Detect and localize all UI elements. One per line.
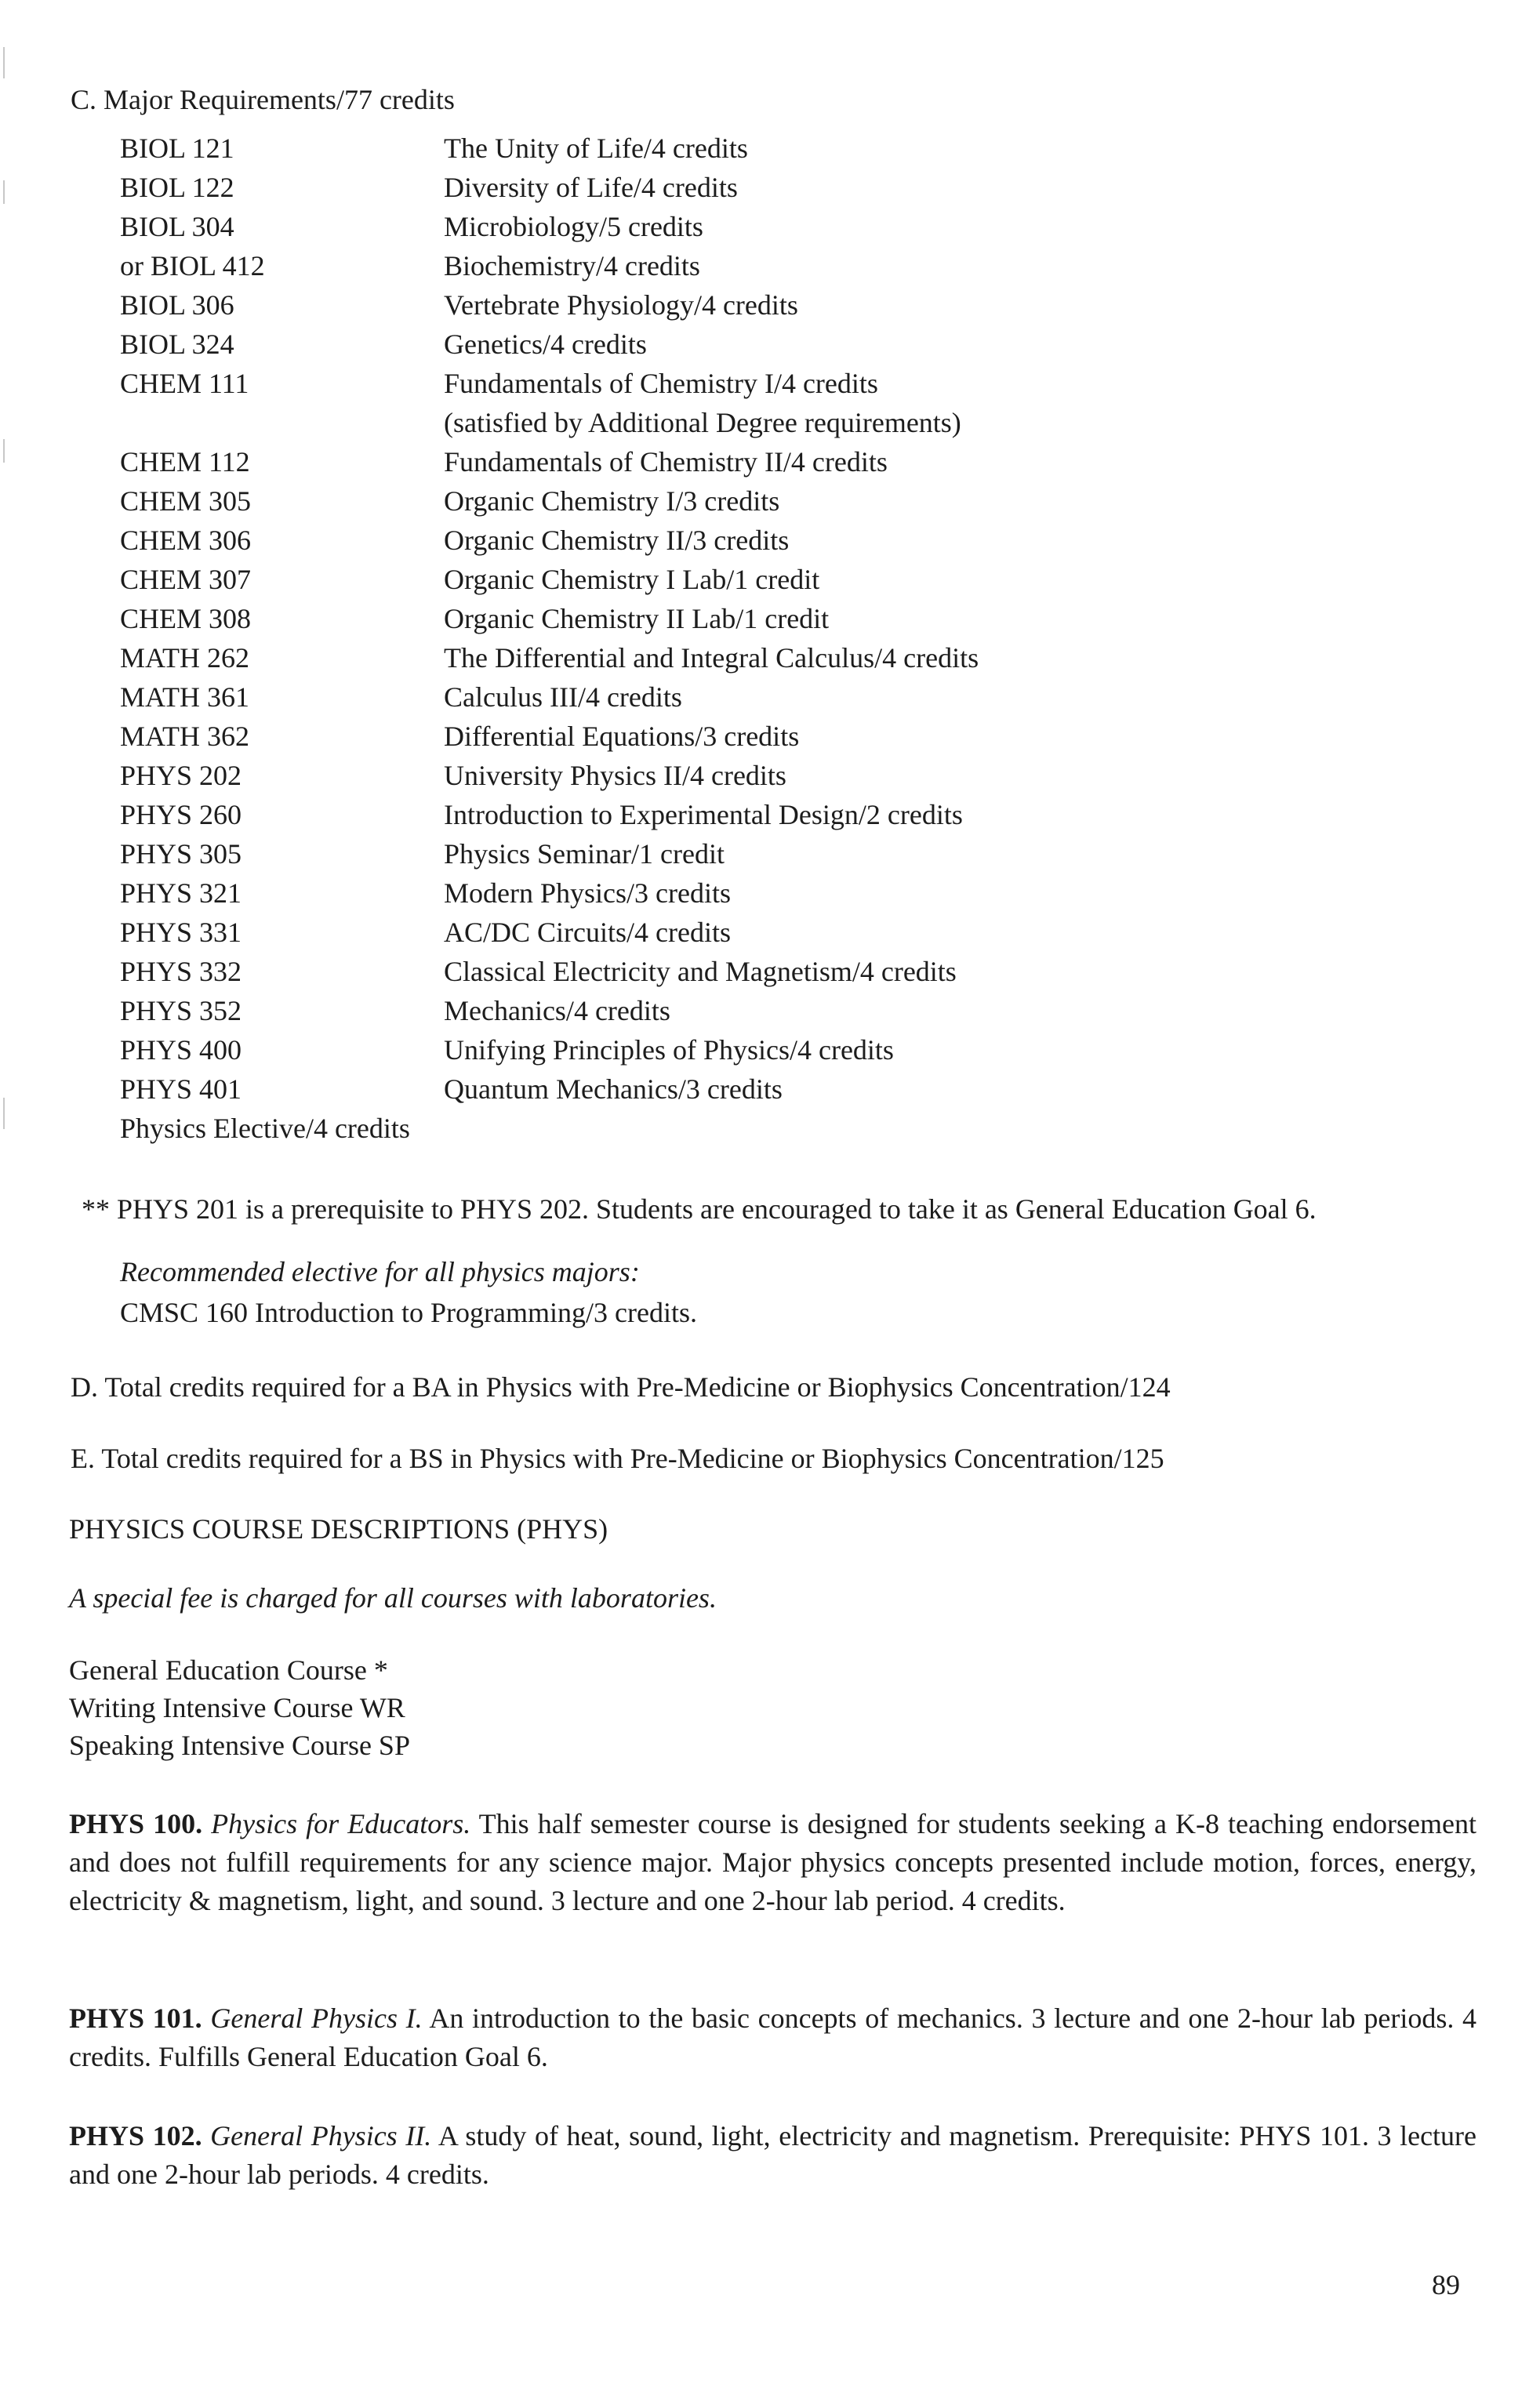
course-code: BIOL 324 xyxy=(120,329,234,360)
scan-edge-mark xyxy=(3,439,5,463)
legend-item: Writing Intensive Course WR xyxy=(69,1692,405,1723)
course-code: PHYS 352 xyxy=(120,995,242,1026)
course-title: The Unity of Life/4 credits xyxy=(444,133,748,164)
course-description-phys101 xyxy=(69,1999,1476,2076)
course-code: MATH 262 xyxy=(120,642,250,674)
course-title: Organic Chemistry I Lab/1 credit xyxy=(444,564,820,595)
fee-note: A special fee is charged for all courses with laboratories. xyxy=(69,1582,717,1614)
course-code: CHEM 307 xyxy=(120,564,252,595)
course-title: AC/DC Circuits/4 credits xyxy=(444,917,731,948)
scan-edge-mark xyxy=(3,47,5,78)
course-title: (satisfied by Additional Degree requirements) xyxy=(444,407,961,438)
course-code: PHYS 260 xyxy=(120,799,242,830)
course-code: CHEM 112 xyxy=(120,446,250,477)
course-code: PHYS 202 xyxy=(120,760,242,791)
course-code: CHEM 305 xyxy=(120,485,252,517)
course-title: Genetics/4 credits xyxy=(444,329,647,360)
course-code: PHYS 102. xyxy=(69,2120,202,2151)
course-code: BIOL 306 xyxy=(120,289,234,321)
course-title: Diversity of Life/4 credits xyxy=(444,172,738,203)
course-title: Microbiology/5 credits xyxy=(444,211,703,242)
course-code: BIOL 304 xyxy=(120,211,234,242)
course-code: BIOL 121 xyxy=(120,133,234,164)
scan-edge-mark xyxy=(3,1098,5,1129)
course-title: The Differential and Integral Calculus/4 credits xyxy=(444,642,979,674)
section-c-heading: C. Major Requirements/77 credits xyxy=(71,84,455,115)
course-title: Mechanics/4 credits xyxy=(444,995,670,1026)
course-code: PHYS 101. xyxy=(69,2003,202,2034)
legend-item: General Education Course * xyxy=(69,1654,388,1686)
course-code: CHEM 308 xyxy=(120,603,252,634)
physics-elective: Physics Elective/4 credits xyxy=(120,1113,410,1144)
recommended-label: Recommended elective for all physics majors: xyxy=(120,1256,640,1287)
course-code: or BIOL 412 xyxy=(120,250,265,281)
course-title: Organic Chemistry I/3 credits xyxy=(444,485,780,517)
course-title: Organic Chemistry II Lab/1 credit xyxy=(444,603,830,634)
course-code: PHYS 331 xyxy=(120,917,242,948)
course-title: University Physics II/4 credits xyxy=(444,760,786,791)
prerequisite-note: ** PHYS 201 is a prerequisite to PHYS 202. Students are encouraged to take it as General Education Goal 6. xyxy=(82,1193,1317,1225)
course-title: Differential Equations/3 credits xyxy=(444,721,800,752)
section-d-total: D. Total credits required for a BA in Physics with Pre-Medicine or Biophysics Concentration/124 xyxy=(71,1371,1171,1403)
course-title: Classical Electricity and Magnetism/4 credits xyxy=(444,956,957,987)
course-title: General Physics II. xyxy=(210,2120,432,2151)
course-title: General Physics I. xyxy=(210,2003,423,2034)
course-code: MATH 361 xyxy=(120,681,250,713)
course-code: PHYS 332 xyxy=(120,956,242,987)
course-code: BIOL 122 xyxy=(120,172,234,203)
course-title: Introduction to Experimental Design/2 credits xyxy=(444,799,963,830)
course-title: Vertebrate Physiology/4 credits xyxy=(444,289,798,321)
course-title: Unifying Principles of Physics/4 credits xyxy=(444,1034,894,1066)
course-code: PHYS 321 xyxy=(120,877,242,909)
course-text: A study of heat, sound, light, electricity and magnetism. Prerequisite: PHYS 101. 3 lecture and one 2-hour lab periods. 4 credits. xyxy=(69,2120,1477,2190)
course-title: Physics for Educators. xyxy=(211,1808,471,1839)
course-title: Modern Physics/3 credits xyxy=(444,877,731,909)
course-code: MATH 362 xyxy=(120,721,250,752)
course-code: PHYS 401 xyxy=(120,1073,242,1105)
section-e-total: E. Total credits required for a BS in Physics with Pre-Medicine or Biophysics Concentration/125 xyxy=(71,1443,1164,1474)
legend-item: Speaking Intensive Course SP xyxy=(69,1730,410,1761)
page-number: 89 xyxy=(1432,2269,1460,2300)
course-title: Calculus III/4 credits xyxy=(444,681,682,713)
descriptions-heading: PHYSICS COURSE DESCRIPTIONS (PHYS) xyxy=(69,1513,608,1545)
course-code: CHEM 306 xyxy=(120,525,252,556)
course-code: PHYS 305 xyxy=(120,838,242,870)
course-code: PHYS 400 xyxy=(120,1034,242,1066)
course-description-phys100 xyxy=(69,1805,1476,1920)
course-title: Fundamentals of Chemistry I/4 credits xyxy=(444,368,878,399)
course-title: Fundamentals of Chemistry II/4 credits xyxy=(444,446,888,477)
recommended-course: CMSC 160 Introduction to Programming/3 credits. xyxy=(120,1297,697,1328)
course-title: Physics Seminar/1 credit xyxy=(444,838,725,870)
scan-edge-mark xyxy=(3,180,5,204)
course-code: CHEM 111 xyxy=(120,368,249,399)
course-title: Biochemistry/4 credits xyxy=(444,250,700,281)
course-description-phys102 xyxy=(69,2117,1476,2194)
course-code: PHYS 100. xyxy=(69,1808,203,1839)
course-title: Organic Chemistry II/3 credits xyxy=(444,525,790,556)
course-text: An introduction to the basic concepts of mechanics. 3 lecture and one 2-hour lab periods. 4 credits. Fulfills General Education Goal 6. xyxy=(69,2003,1477,2072)
course-text: This half semester course is designed for students seeking a K-8 teaching endorsement and does not fulfill requirements for any science major. Major physics concepts presented include motion, forces, energy, electricity & magnetism, light, and sound. 3 lecture and one 2-hour lab period. 4 credits. xyxy=(69,1808,1476,1916)
course-title: Quantum Mechanics/3 credits xyxy=(444,1073,783,1105)
